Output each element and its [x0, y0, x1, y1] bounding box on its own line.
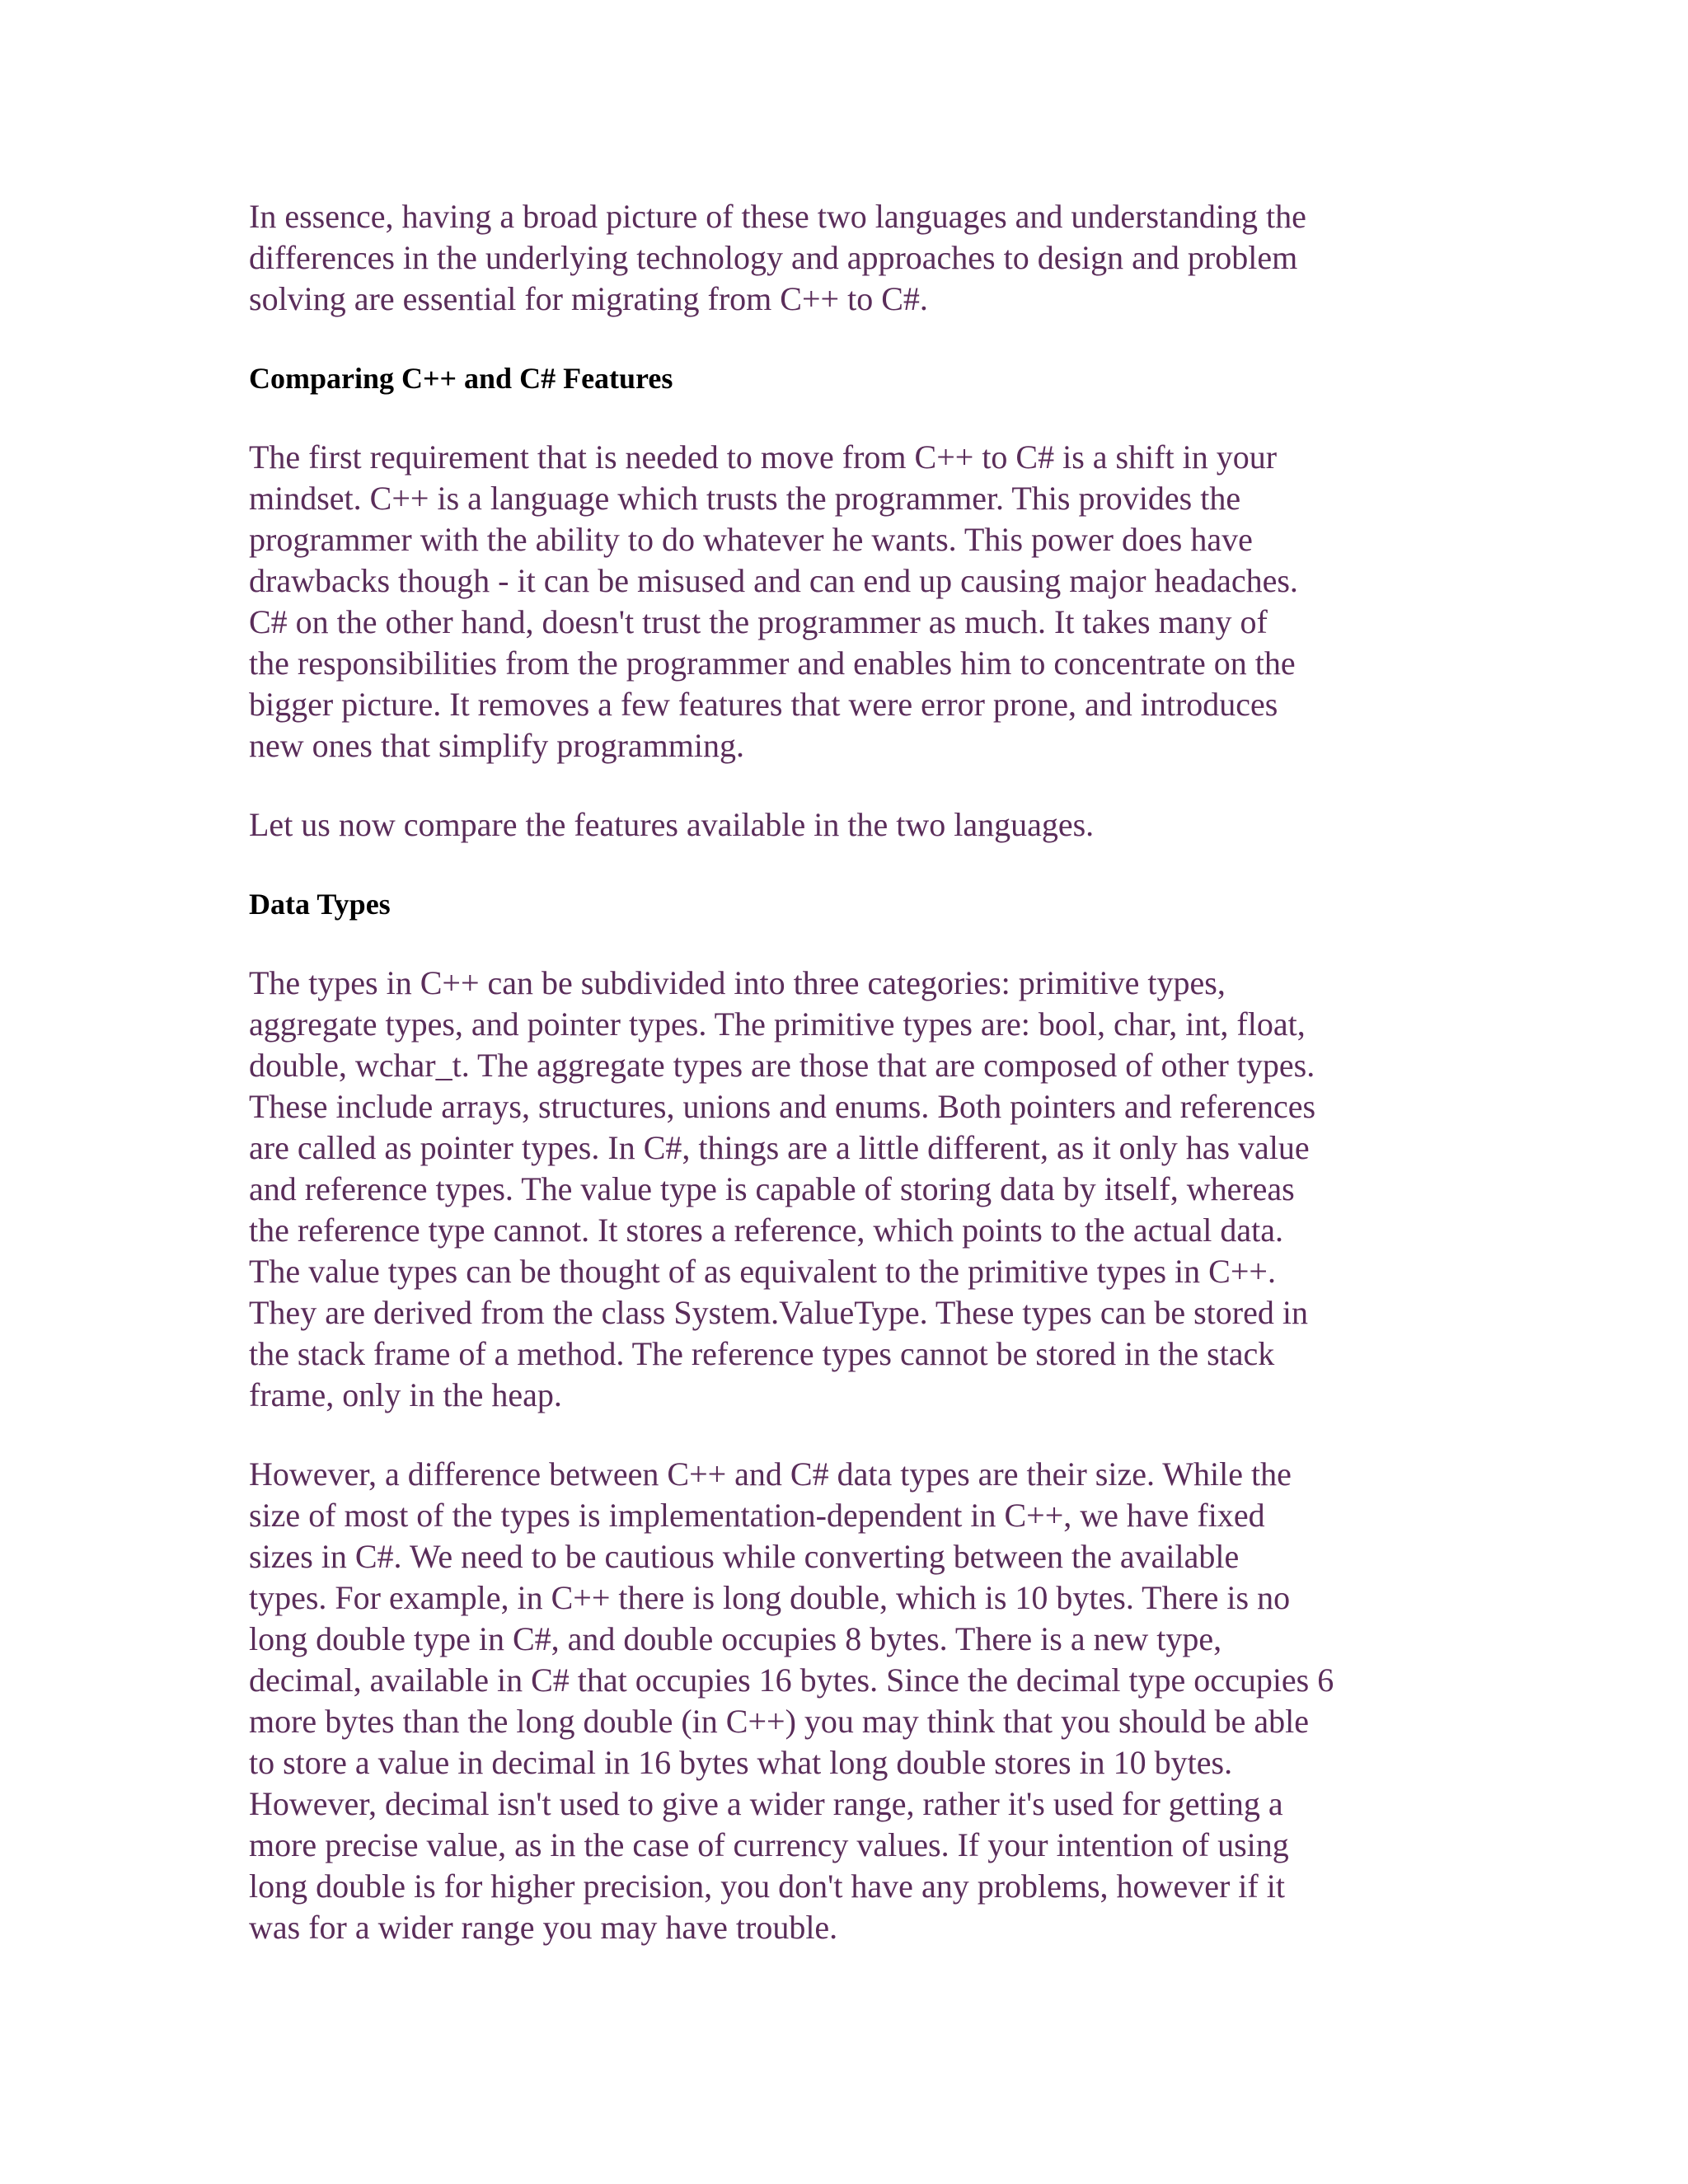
text-line: However, a difference between C++ and C# data types are their size. While the: [249, 1455, 1292, 1493]
text-line: mindset. C++ is a language which trusts the programmer. This provides the: [249, 480, 1241, 517]
text-line: size of most of the types is implementation-dependent in C++, we have fixed: [249, 1497, 1265, 1534]
text-line: frame, only in the heap.: [249, 1376, 562, 1413]
text-line: long double is for higher precision, you don't have any problems, however if it: [249, 1868, 1285, 1905]
paragraph: [249, 437, 1444, 766]
text-line: new ones that simplify programming.: [249, 727, 745, 764]
paragraph: [249, 963, 1444, 1416]
text-line: C# on the other hand, doesn't trust the programmer as much. It takes many of: [249, 603, 1268, 640]
text-line: They are derived from the class System.ValueType. These types can be stored in: [249, 1294, 1308, 1331]
text-line: These include arrays, structures, unions and enums. Both pointers and references: [249, 1088, 1316, 1125]
document-body: [249, 196, 1444, 1986]
text-line: sizes in C#. We need to be cautious while converting between the available: [249, 1538, 1240, 1575]
text-line: the stack frame of a method. The reference types cannot be stored in the stack: [249, 1335, 1275, 1372]
text-line: was for a wider range you may have trouble.: [249, 1909, 838, 1946]
text-line: In essence, having a broad picture of these two languages and understanding the: [249, 198, 1306, 235]
text-line: Let us now compare the features available in the two languages.: [249, 806, 1095, 843]
text-line: bigger picture. It removes a few features that were error prone, and introduces: [249, 686, 1278, 723]
text-line: types. For example, in C++ there is long double, which is 10 bytes. There is no: [249, 1579, 1291, 1616]
text-line: to store a value in decimal in 16 bytes what long double stores in 10 bytes.: [249, 1744, 1233, 1781]
text-line: long double type in C#, and double occupies 8 bytes. There is a new type,: [249, 1620, 1222, 1657]
text-line: are called as pointer types. In C#, things are a little different, as it only has value: [249, 1129, 1310, 1166]
text-line: differences in the underlying technology and approaches to design and problem: [249, 239, 1298, 276]
paragraph: [249, 804, 1444, 846]
section-heading-comparing-features: Comparing C++ and C# Features: [249, 362, 673, 395]
text-line: double, wchar_t. The aggregate types are those that are composed of other types.: [249, 1047, 1315, 1084]
paragraph: [249, 1454, 1444, 1948]
text-line: more bytes than the long double (in C++) you may think that you should be able: [249, 1703, 1310, 1740]
text-line: the reference type cannot. It stores a reference, which points to the actual data.: [249, 1212, 1283, 1249]
text-line: The types in C++ can be subdivided into three categories: primitive types,: [249, 964, 1226, 1001]
text-line: However, decimal isn't used to give a wider range, rather it's used for getting a: [249, 1785, 1283, 1822]
text-line: aggregate types, and pointer types. The primitive types are: bool, char, int, float,: [249, 1005, 1306, 1043]
paragraph: [249, 196, 1444, 320]
text-line: drawbacks though - it can be misused and can end up causing major headaches.: [249, 562, 1298, 599]
text-line: The first requirement that is needed to move from C++ to C# is a shift in your: [249, 438, 1278, 476]
text-line: and reference types. The value type is capable of storing data by itself, whereas: [249, 1170, 1295, 1207]
text-line: The value types can be thought of as equivalent to the primitive types in C++.: [249, 1253, 1276, 1290]
text-line: programmer with the ability to do whatever he wants. This power does have: [249, 521, 1253, 558]
text-line: the responsibilities from the programmer and enables him to concentrate on the: [249, 644, 1296, 682]
section-heading-data-types: Data Types: [249, 888, 391, 921]
text-line: decimal, available in C# that occupies 16 bytes. Since the decimal type occupies 6: [249, 1661, 1334, 1699]
text-line: more precise value, as in the case of currency values. If your intention of using: [249, 1826, 1289, 1863]
text-line: solving are essential for migrating from C++ to C#.: [249, 280, 928, 317]
